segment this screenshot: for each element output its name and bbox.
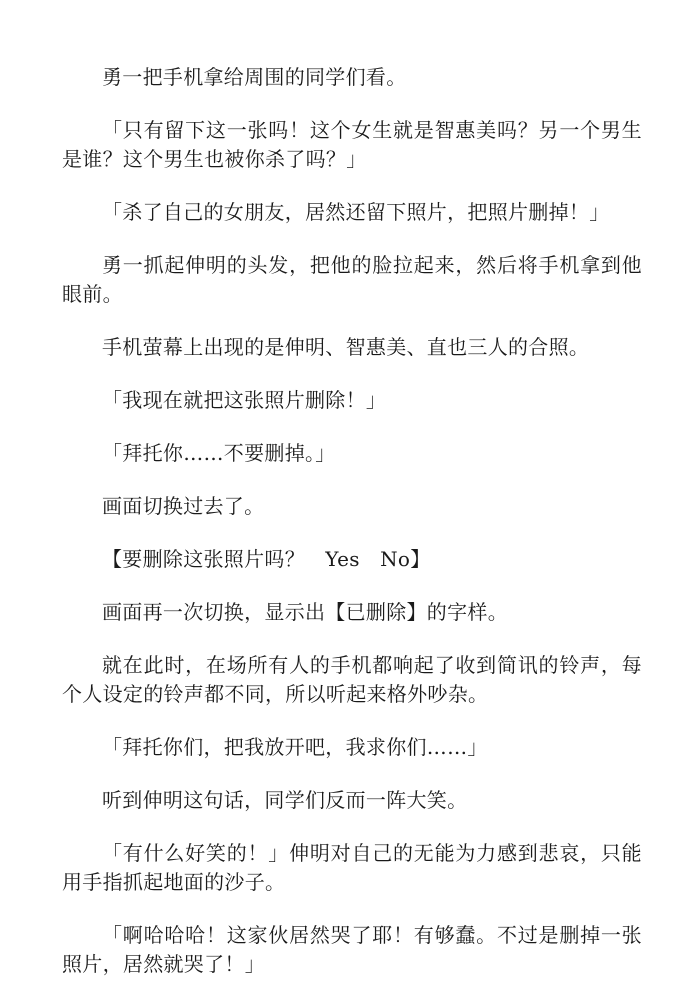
paragraph: 「我现在就把这张照片删除！」 xyxy=(102,388,387,412)
paragraph: 「有什么好笑的！」伸明对自己的无能为力感到悲哀，只能用手指抓起地面的沙子。 xyxy=(62,841,642,894)
paragraph: 画面再一次切换，显示出【已删除】的字样。 xyxy=(102,600,508,624)
document-page xyxy=(62,63,642,1003)
paragraph: 「只有留下这一张吗！这个女生就是智惠美吗？另一个男生是谁？这个男生也被你杀了吗？」 xyxy=(62,118,642,171)
paragraph: 听到伸明这句话，同学们反而一阵大笑。 xyxy=(102,788,468,812)
paragraph: 「杀了自己的女朋友，居然还留下照片，把照片删掉！」 xyxy=(102,200,610,224)
paragraph: 画面切换过去了。 xyxy=(102,494,265,518)
paragraph: 手机萤幕上出现的是伸明、智惠美、直也三人的合照。 xyxy=(102,335,590,359)
paragraph: 就在此时，在场所有人的手机都响起了收到简讯的铃声，每个人设定的铃声都不同，所以听起来格外吵杂。 xyxy=(62,653,642,706)
paragraph: 「拜托你们，把我放开吧，我求你们……」 xyxy=(102,735,488,759)
paragraph: 「拜托你……不要删掉。」 xyxy=(102,441,336,465)
paragraph: 勇一把手机拿给周围的同学们看。 xyxy=(102,65,407,89)
paragraph: 「啊哈哈哈！这家伙居然哭了耶！有够蠢。不过是删掉一张照片，居然就哭了！」 xyxy=(62,923,642,976)
paragraph: 勇一抓起伸明的头发，把他的脸拉起来，然后将手机拿到他眼前。 xyxy=(62,253,642,306)
paragraph: 【要删除这张照片吗？ Yes No】 xyxy=(102,547,431,571)
